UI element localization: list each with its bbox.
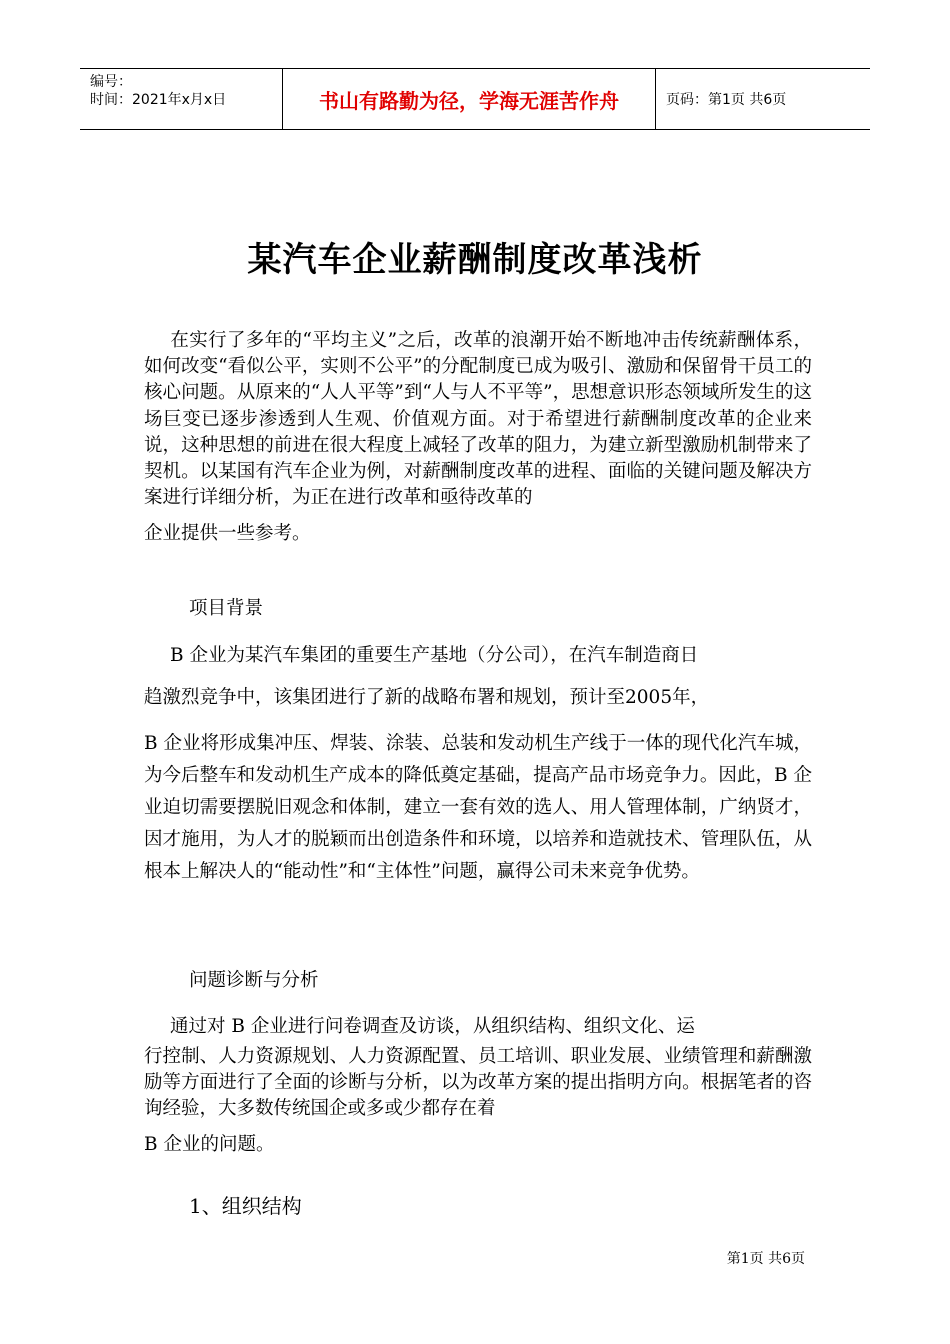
intro-paragraph xyxy=(144,328,812,548)
section-heading-background: 项目背景 xyxy=(189,598,264,619)
background-line-2: 趋激烈竞争中，该集团进行了新的战略布署和规划，预计至2005年， xyxy=(144,687,710,708)
background-rest: B 企业将形成集冲压、焊装、涂装、总装和发动机生产线于一体的现代化汽车城，为今后整车和发动机生产成本的降低奠定基础，提高产品市场竞争力。因此，B 企业迫切需要摆脱旧观念和体制，建立一套有效的选人、用人管理体制，广纳贤才，因才施用，为人才的脱颖而出创造条件和环境，以培养和造就技术、管理队伍，从根本上解决人的“能动性”和“主体性”问题，赢得公司未来竞争优势。 xyxy=(144,733,812,882)
header-page-code: 页码：第1页 共6页 xyxy=(666,92,787,108)
header-number-label: 编号： xyxy=(90,74,132,90)
header-meta-cell xyxy=(80,69,282,129)
document-title: 某汽车企业薪酬制度改革浅析 xyxy=(247,240,703,280)
header-motto: 书山有路勤为径，学海无涯苦作舟 xyxy=(282,69,656,129)
diagnosis-last-line: B 企业的问题。 xyxy=(144,1134,275,1155)
section-heading-diagnosis: 问题诊断与分析 xyxy=(189,970,319,991)
background-line-1: B 企业为某汽车集团的重要生产基地（分公司），在汽车制造商日 xyxy=(170,645,699,666)
diagnosis-paragraph xyxy=(144,1014,812,1158)
diagnosis-rest: 行控制、人力资源规划、人力资源配置、员工培训、职业发展、业绩管理和薪酬激励等方面进行了全面的诊断与分析，以为改革方案的提出指明方向。根据笔者的咨询经验，大多数传统国企或多或少都存在着 xyxy=(144,1046,812,1119)
intro-body: 在实行了多年的“平均主义”之后，改革的浪潮开始不断地冲击传统薪酬体系，如何改变“看似公平，实则不公平”的分配制度已成为吸引、激励和保留骨干员工的核心问题。从原来的“人人平等”到“人与人不平等”，思想意识形态领域所发生的这场巨变已逐步渗透到人生观、价值观方面。对于希望进行薪酬制度改革的企业来说，这种思想的前进在很大程度上减轻了改革的阻力，为建立新型激励机制带来了契机。以某国有汽车企业为例，对薪酬制度改革的进程、面临的关键问题及解决方案进行详细分析，为正在进行改革和亟待改革的 xyxy=(144,330,812,509)
footer-page-number: 第1页 共6页 xyxy=(726,1251,805,1267)
background-paragraph xyxy=(144,640,812,888)
diagnosis-line-1: 通过对 B 企业进行问卷调查及访谈，从组织结构、组织文化、运 xyxy=(170,1016,695,1037)
header-time-label: 时间：2021年x月x日 xyxy=(90,92,227,108)
section-heading-org-structure: 1、组织结构 xyxy=(189,1194,302,1218)
document-header xyxy=(80,68,870,130)
intro-last-line: 企业提供一些参考。 xyxy=(144,523,311,545)
